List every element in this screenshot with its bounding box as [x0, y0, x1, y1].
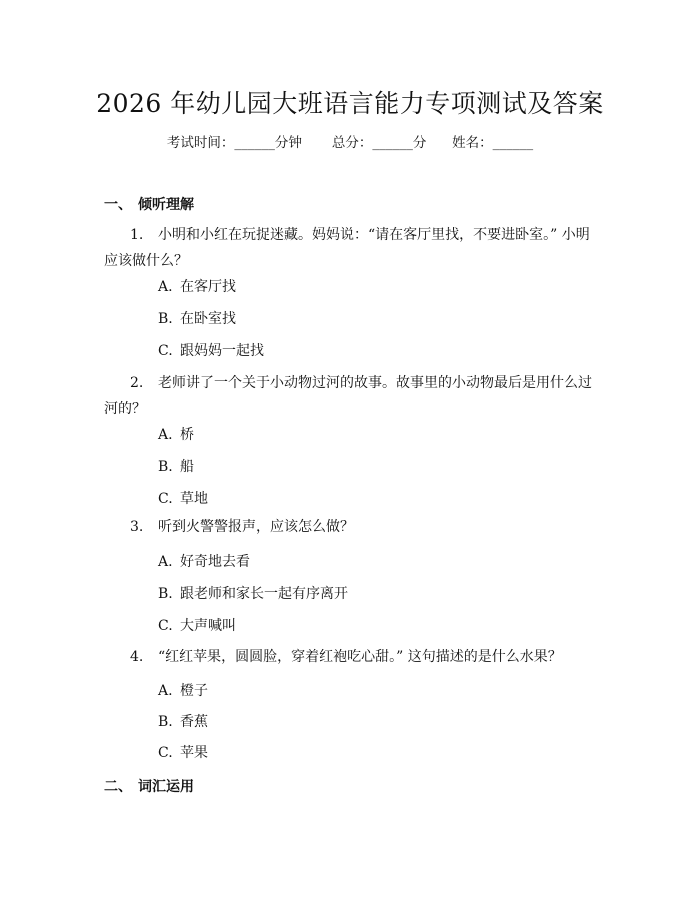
question-item — [104, 370, 594, 422]
answer-option — [158, 340, 264, 360]
option-letter: A. — [158, 554, 173, 570]
answer-option — [158, 583, 348, 603]
option-letter: C. — [158, 491, 173, 507]
question-text: 老师讲了一个关于小动物过河的故事。故事里的小动物最后是用什么过河的？ — [104, 375, 592, 417]
exam-meta-line — [0, 131, 700, 151]
option-letter: B. — [158, 586, 173, 602]
student-name-field: 姓名：______ — [452, 135, 534, 151]
question-text: 听到火警警报声，应该怎么做？ — [158, 519, 354, 535]
exam-time-field: 考试时间：______分钟 — [166, 135, 302, 151]
option-text: 在客厅找 — [180, 279, 236, 295]
section-number: 二、 — [104, 779, 132, 795]
option-letter: C. — [158, 745, 173, 761]
option-text: 跟妈妈一起找 — [180, 343, 264, 359]
option-text: 橙子 — [180, 683, 208, 699]
option-text: 好奇地去看 — [180, 554, 250, 570]
answer-option — [158, 276, 236, 296]
section-label: 倾听理解 — [138, 197, 194, 213]
option-letter: A. — [158, 683, 173, 699]
total-score-field: 总分：______分 — [331, 135, 427, 151]
option-letter: B. — [158, 311, 173, 327]
question-item — [104, 514, 594, 540]
section-heading — [104, 194, 194, 214]
option-text: 在卧室找 — [180, 311, 236, 327]
option-text: 香蕉 — [180, 714, 208, 730]
answer-option — [158, 680, 208, 700]
answer-option — [158, 711, 208, 731]
question-text: 小明和小红在玩捉迷藏。妈妈说：“请在客厅里找，不要进卧室。” 小明应该做什么？ — [104, 227, 590, 269]
option-text: 跟老师和家长一起有序离开 — [180, 586, 348, 602]
answer-option — [158, 488, 208, 508]
section-number: 一、 — [104, 197, 132, 213]
answer-option — [158, 615, 236, 635]
option-letter: B. — [158, 714, 173, 730]
option-letter: C. — [158, 343, 173, 359]
answer-option — [158, 742, 208, 762]
question-number: 4. — [130, 649, 144, 665]
option-letter: B. — [158, 459, 173, 475]
answer-option — [158, 551, 250, 571]
option-text: 桥 — [180, 427, 194, 443]
question-number: 3. — [130, 519, 144, 535]
option-letter: C. — [158, 618, 173, 634]
question-number: 2. — [130, 375, 144, 391]
answer-option — [158, 308, 236, 328]
answer-option — [158, 424, 194, 444]
question-item — [104, 644, 594, 670]
option-letter: A. — [158, 427, 173, 443]
section-heading — [104, 776, 194, 796]
option-text: 船 — [180, 459, 194, 475]
option-text: 草地 — [180, 491, 208, 507]
option-text: 大声喊叫 — [180, 618, 236, 634]
document-title: 2026 年幼儿园大班语言能力专项测试及答案 — [96, 89, 604, 118]
question-text: “红红苹果，圆圆脸，穿着红袍吃心甜。” 这句描述的是什么水果？ — [158, 649, 562, 665]
option-text: 苹果 — [180, 745, 208, 761]
section-label: 词汇运用 — [138, 779, 194, 795]
question-number: 1. — [130, 227, 144, 243]
answer-option — [158, 456, 194, 476]
option-letter: A. — [158, 279, 173, 295]
question-item — [104, 222, 594, 274]
